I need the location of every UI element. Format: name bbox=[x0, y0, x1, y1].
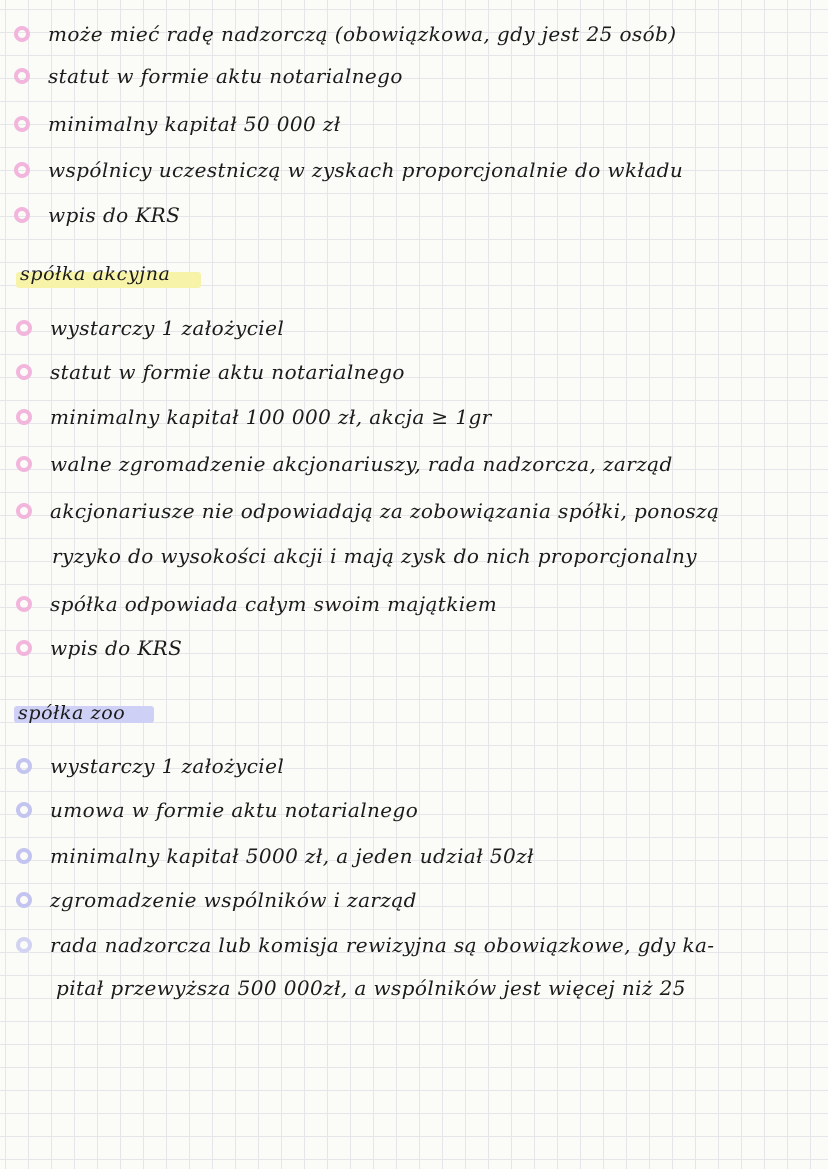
list-item bbox=[16, 316, 284, 340]
bullet-circle-icon bbox=[16, 320, 32, 336]
bullet-circle-icon bbox=[16, 892, 32, 908]
list-item-text: wpis do KRS bbox=[48, 203, 181, 227]
list-item bbox=[16, 888, 417, 912]
list-item-text: może mieć radę nadzorczą (obowiązkowa, gdy jest 25 osób) bbox=[48, 22, 677, 46]
list-item-text: zgromadzenie wspólników i zarząd bbox=[50, 888, 417, 912]
list-item-text: minimalny kapitał 100 000 zł, akcja ≥ 1gr bbox=[50, 405, 492, 429]
bullet-circle-icon bbox=[14, 162, 30, 178]
list-item bbox=[14, 158, 683, 182]
list-item-text: minimalny kapitał 5000 zł, a jeden udział 50zł bbox=[50, 844, 534, 868]
bullet-circle-icon bbox=[16, 409, 32, 425]
list-item-text: wpis do KRS bbox=[50, 636, 183, 660]
list-item-continuation bbox=[52, 544, 697, 568]
list-item-text: umowa w formie aktu notarialnego bbox=[50, 798, 419, 822]
list-item-text: wspólnicy uczestniczą w zyskach proporcjonalnie do wkładu bbox=[48, 158, 684, 182]
list-item-text: wystarczy 1 założyciel bbox=[50, 754, 285, 778]
bullet-circle-icon bbox=[14, 207, 30, 223]
bullet-circle-icon bbox=[16, 364, 32, 380]
bullet-circle-icon bbox=[16, 758, 32, 774]
list-item bbox=[14, 112, 341, 136]
list-item-text: akcjonariusze nie odpowiadają za zobowiązania spółki, ponoszą bbox=[50, 499, 720, 523]
list-item bbox=[16, 798, 418, 822]
list-item bbox=[16, 405, 492, 429]
list-item bbox=[16, 636, 182, 660]
bullet-circle-icon bbox=[14, 26, 30, 42]
continuation-text: pitał przewyższa 500 000zł, a wspólników jest więcej niż 25 bbox=[56, 976, 686, 1000]
bullet-circle-icon bbox=[16, 802, 32, 818]
bullet-circle-icon bbox=[16, 456, 32, 472]
list-item-text: wystarczy 1 założyciel bbox=[50, 316, 285, 340]
list-item bbox=[16, 592, 497, 616]
bullet-circle-icon bbox=[16, 937, 32, 953]
bullet-circle-icon bbox=[16, 640, 32, 656]
list-item-text: walne zgromadzenie akcjonariuszy, rada nadzorcza, zarząd bbox=[50, 452, 673, 476]
list-item-text: spółka odpowiada całym swoim majątkiem bbox=[50, 592, 498, 616]
bullet-circle-icon bbox=[16, 503, 32, 519]
list-item bbox=[14, 22, 676, 46]
list-item bbox=[14, 203, 180, 227]
list-item bbox=[16, 360, 405, 384]
list-item-text: statut w formie aktu notarialnego bbox=[50, 360, 405, 384]
continuation-text: ryzyko do wysokości akcji i mają zysk do nich proporcjonalny bbox=[52, 544, 697, 568]
bullet-circle-icon bbox=[14, 68, 30, 84]
list-item bbox=[14, 64, 403, 88]
list-item bbox=[16, 499, 719, 523]
bullet-circle-icon bbox=[14, 116, 30, 132]
list-item bbox=[16, 844, 534, 868]
list-item bbox=[16, 933, 714, 957]
list-item-text: statut w formie aktu notarialnego bbox=[48, 64, 403, 88]
list-item-continuation bbox=[56, 976, 686, 1000]
bullet-circle-icon bbox=[16, 596, 32, 612]
list-item bbox=[16, 754, 284, 778]
bullet-circle-icon bbox=[16, 848, 32, 864]
section-heading: spółka akcyjna bbox=[20, 263, 171, 285]
section-heading: spółka zoo bbox=[18, 702, 126, 724]
list-item-text: rada nadzorcza lub komisja rewizyjna są obowiązkowe, gdy ka- bbox=[50, 933, 715, 957]
list-item bbox=[16, 452, 673, 476]
list-item-text: minimalny kapitał 50 000 zł bbox=[48, 112, 341, 136]
